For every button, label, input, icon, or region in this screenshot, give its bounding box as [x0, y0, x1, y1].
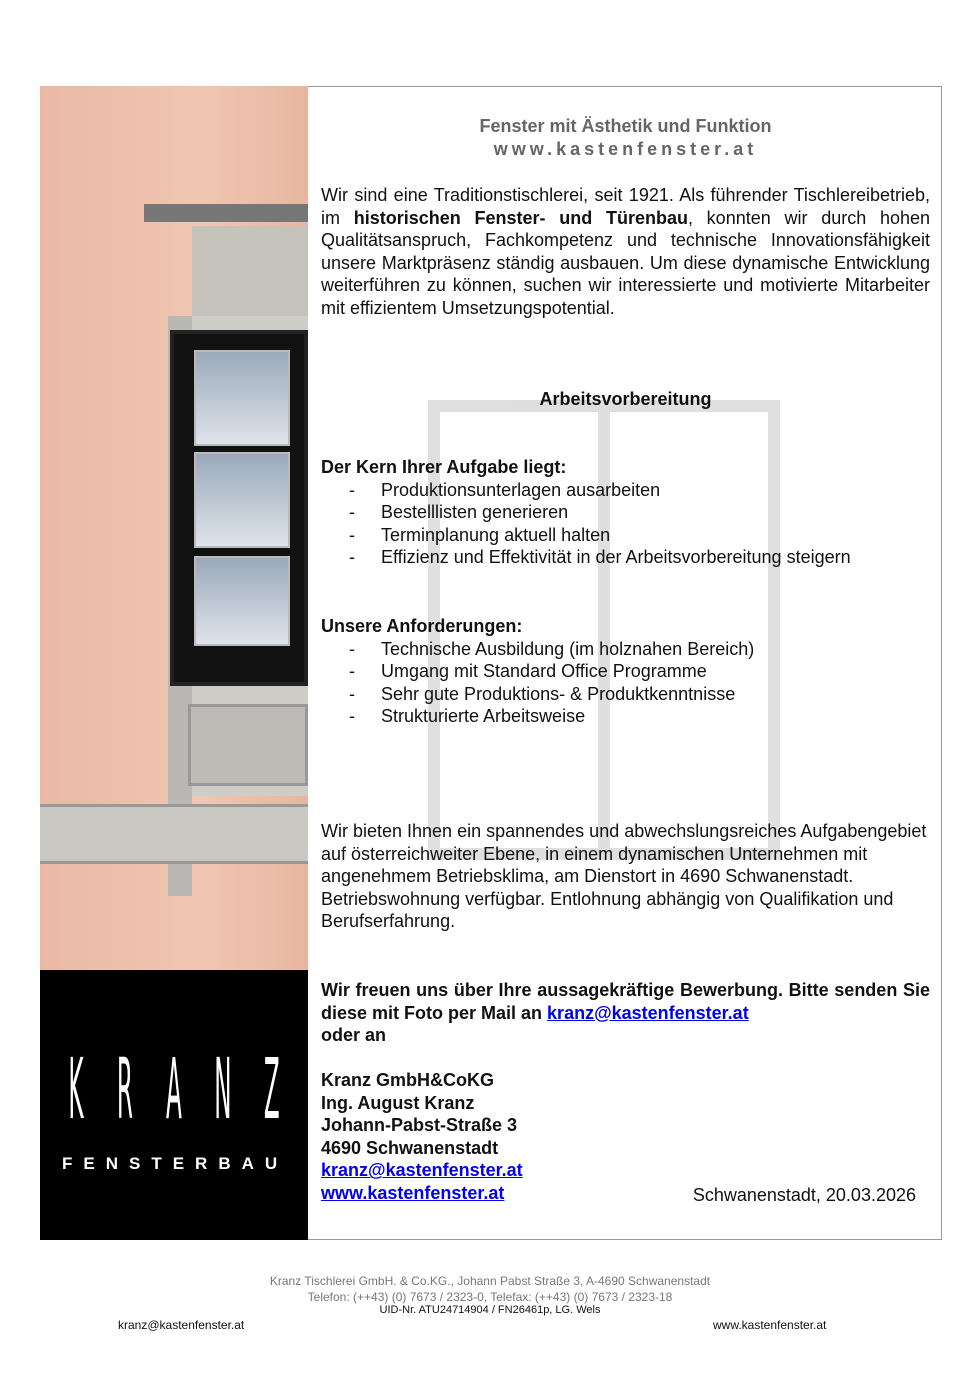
intro-text: Wir sind eine Traditionstischlerei, seit 1921. Als führender Tischlereibetrieb, im: [321, 185, 930, 228]
logo-subtitle: FENSTERBAU: [62, 1154, 289, 1173]
footer-uid: UID-Nr. ATU24714904 / FN26461p, LG. Wels: [379, 1304, 601, 1316]
page-title: Fenster mit Ästhetik und Funktion: [479, 116, 772, 136]
requirements-section: [321, 615, 930, 728]
requirements-heading: Unsere Anforderungen:: [321, 616, 523, 636]
list-item: - Effizienz und Effektivität in der Arbeitsvorbereitung steigern: [321, 546, 930, 569]
intro-text: , konnten wir durch hohen Qualitätsanspruch, Fachkompetenz und technische Innovationsfähigkeit unsere Marktpräsenz ständig ausbauen. Um diese dynamische Entwicklung weiterführen zu können, suchen wir interessierte und motivierte Mitarbeiter mit effizientem Umsetzungspotential.: [321, 207, 930, 318]
header-website: www.kastenfenster.at: [493, 139, 758, 159]
contact-email-link[interactable]: kranz@kastenfenster.at: [321, 1160, 523, 1181]
place-date: Schwanenstadt, 20.03.2026: [692, 1185, 916, 1205]
tasks-heading: Der Kern Ihrer Aufgabe liegt:: [321, 457, 567, 477]
contact-website-link[interactable]: www.kastenfenster.at: [321, 1182, 505, 1203]
window-image: [170, 330, 308, 686]
list-item: - Strukturierte Arbeitsweise: [321, 705, 930, 728]
contact-city: 4690 Schwanenstadt: [321, 1137, 499, 1158]
logo-letter: A: [165, 1040, 182, 1138]
logo-letter: R: [116, 1040, 133, 1138]
footer-website: www.kastenfenster.at: [713, 1318, 827, 1332]
footer-email: kranz@kastenfenster.at: [118, 1318, 245, 1332]
logo-letter: K: [68, 1040, 84, 1138]
list-item: - Terminplanung aktuell halten: [321, 524, 930, 547]
contact-company: Kranz GmbH&CoKG: [321, 1070, 495, 1090]
intro-paragraph: [321, 184, 930, 320]
apply-text: Wir freuen uns über Ihre aussagekräftige Bewerbung. Bitte senden Sie diese mit Foto per Mail an: [321, 980, 930, 1023]
footer-company: Kranz Tischlerei GmbH. & Co.KG., Johann Pabst Straße 3, A-4690 Schwanenstadt: [269, 1274, 711, 1288]
apply-email-link[interactable]: kranz@kastenfenster.at: [547, 1002, 749, 1023]
logo-letter: Z: [263, 1040, 280, 1138]
contact-street: Johann-Pabst-Straße 3: [321, 1115, 518, 1136]
apply-paragraph: [321, 979, 930, 1047]
list-item: - Bestelllisten generieren: [321, 501, 930, 524]
frame-divider: [308, 1239, 942, 1240]
list-item: - Produktionsunterlagen ausarbeiten: [321, 479, 930, 502]
offer-paragraph: Wir bieten Ihnen ein spannendes und abwechslungsreiches Aufgabengebiet auf österreichweiter Ebene, in einem dynamischen Unternehmen mit angenehmem Betriebsklima, am Dienstort in 4690 Schwanenstadt. Betriebswohnung verfügbar. Entlohnung abhängig von Qualifikation und Berufserfahrung.: [321, 821, 927, 932]
contact-person: Ing. August Kranz: [321, 1092, 475, 1113]
intro-bold: historischen Fenster- und Türenbau: [353, 207, 688, 228]
list-item: - Umgang mit Standard Office Programme: [321, 660, 930, 683]
footer-phone: Telefon: (++43) (0) 7673 / 2323-0, Telefax: (++43) (0) 7673 / 2323-18: [307, 1290, 673, 1304]
logo-wordmark: [54, 1040, 294, 1138]
list-item: - Technische Ausbildung (im holznahen Bereich): [321, 638, 930, 661]
kranz-logo: [40, 970, 308, 1240]
facade-photo: [40, 86, 308, 970]
apply-suffix: oder an: [321, 1025, 387, 1046]
logo-letter: N: [214, 1040, 232, 1138]
list-item: - Sehr gute Produktions- & Produktkenntnisse: [321, 683, 930, 706]
tasks-section: [321, 456, 930, 569]
job-title: Arbeitsvorbereitung: [539, 389, 712, 409]
